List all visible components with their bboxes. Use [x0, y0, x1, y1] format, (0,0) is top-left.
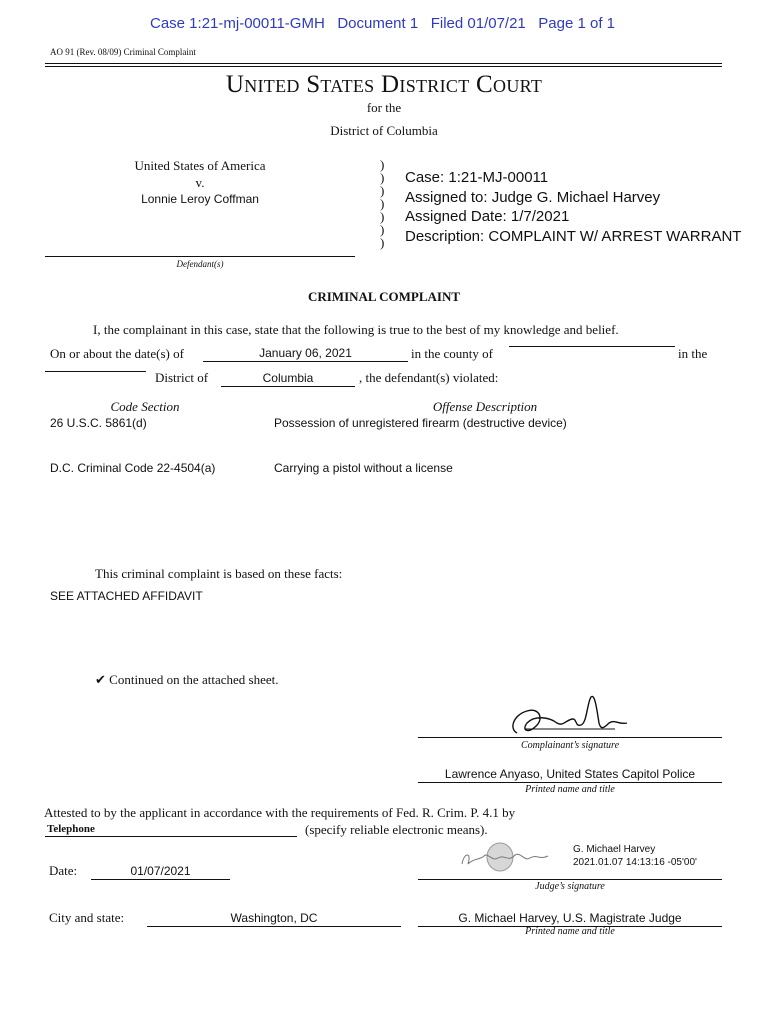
judge-signature-image	[458, 838, 554, 876]
facts-intro: This criminal complaint is based on these facts:	[95, 566, 343, 581]
county-label: in the county of	[411, 346, 493, 361]
checkbox-checked-icon[interactable]: ✔	[95, 673, 106, 688]
complaint-title: CRIMINAL COMPLAINT	[307, 289, 461, 304]
judge-printed-label: Printed name and title	[525, 926, 615, 937]
case-number: Case: 1:21-MJ-00011	[405, 169, 549, 186]
filing-header	[150, 15, 615, 32]
digital-signature-timestamp: 2021.01.07 14:13:16 -05'00'	[573, 857, 697, 868]
complainant-name-title: Lawrence Anyaso, United States Capitol Police	[444, 767, 696, 781]
assigned-date: Assigned Date: 1/7/2021	[405, 208, 570, 225]
defendant-name: Lonnie Leroy Coffman	[141, 192, 259, 206]
offense-desc-2: Carrying a pistol without a license	[274, 461, 453, 475]
continued-label: Continued on the attached sheet.	[109, 672, 279, 687]
for-the: for the	[366, 100, 402, 115]
attestation-method-field[interactable]	[45, 822, 297, 837]
header-filed: Filed 01/07/21	[430, 15, 526, 32]
header-document: Document 1	[337, 15, 419, 32]
attestation-method: Telephone	[47, 823, 95, 835]
violated-label: , the defendant(s) violated:	[359, 370, 499, 385]
top-rule	[45, 63, 722, 64]
city-label: City and state:	[49, 910, 125, 925]
complainant-printed-label: Printed name and title	[525, 784, 615, 795]
complainant-statement: I, the complainant in this case, state that the following is true to the best of my knowledge and belief.	[93, 322, 619, 337]
digital-signer-name: G. Michael Harvey	[573, 844, 656, 855]
date-prefix: On or about the date(s) of	[50, 346, 184, 361]
plaintiff-name: United States of America	[134, 158, 266, 173]
header-page: Page 1 of 1	[538, 15, 616, 32]
date-field[interactable]: 01/07/2021	[91, 864, 230, 880]
district-label: District of	[155, 370, 209, 385]
complainant-signature-image	[505, 693, 635, 739]
offense-description-header: Offense Description	[432, 399, 538, 414]
parentheses-column: ) ) ) ) ) ) )	[380, 157, 385, 250]
district-name: District of Columbia	[330, 123, 438, 138]
county-field[interactable]	[509, 346, 675, 347]
defendant-label: Defendant(s)	[176, 259, 224, 269]
attestation-suffix: (specify reliable electronic means).	[305, 822, 488, 837]
court-title: United States District Court	[225, 71, 543, 98]
judge-signature-line	[418, 879, 722, 880]
date-label: Date:	[49, 863, 78, 878]
offense-desc-1: Possession of unregistered firearm (destructive device)	[274, 416, 567, 430]
complainant-signature-label: Complainant’s signature	[520, 740, 620, 751]
offense-date-field[interactable]: January 06, 2021	[203, 346, 408, 362]
attestation-text: Attested to by the applicant in accordance with the requirements of Fed. R. Crim. P. 4.1 by	[44, 805, 516, 820]
digital-signature-block	[573, 843, 697, 869]
top-rule-2	[45, 66, 722, 67]
in-the-label: in the	[678, 346, 708, 361]
complainant-signature-line	[418, 737, 722, 738]
facts-text: SEE ATTACHED AFFIDAVIT	[50, 589, 203, 603]
assigned-judge: Assigned to: Judge G. Michael Harvey	[405, 188, 661, 206]
defendant-line	[45, 256, 355, 257]
code-section-header: Code Section	[110, 399, 180, 414]
district-field[interactable]: Columbia	[221, 371, 355, 387]
judge-signature-label: Judge’s signature	[535, 881, 605, 892]
case-info	[405, 168, 741, 246]
case-description: Description: COMPLAINT W/ ARREST WARRANT	[405, 227, 742, 245]
form-id: AO 91 (Rev. 08/09) Criminal Complaint	[50, 47, 196, 57]
continued-row	[95, 672, 278, 688]
header-case: Case 1:21-mj-00011-GMH	[150, 15, 325, 32]
judge-name-title: G. Michael Harvey, U.S. Magistrate Judge	[458, 911, 682, 925]
city-field[interactable]: Washington, DC	[147, 911, 401, 927]
versus-label: v.	[195, 175, 205, 190]
offense-code-1: 26 U.S.C. 5861(d)	[50, 416, 147, 430]
complainant-name-line	[418, 782, 722, 783]
offense-code-2: D.C. Criminal Code 22-4504(a)	[50, 461, 216, 475]
district-prefix-field[interactable]	[45, 371, 146, 372]
